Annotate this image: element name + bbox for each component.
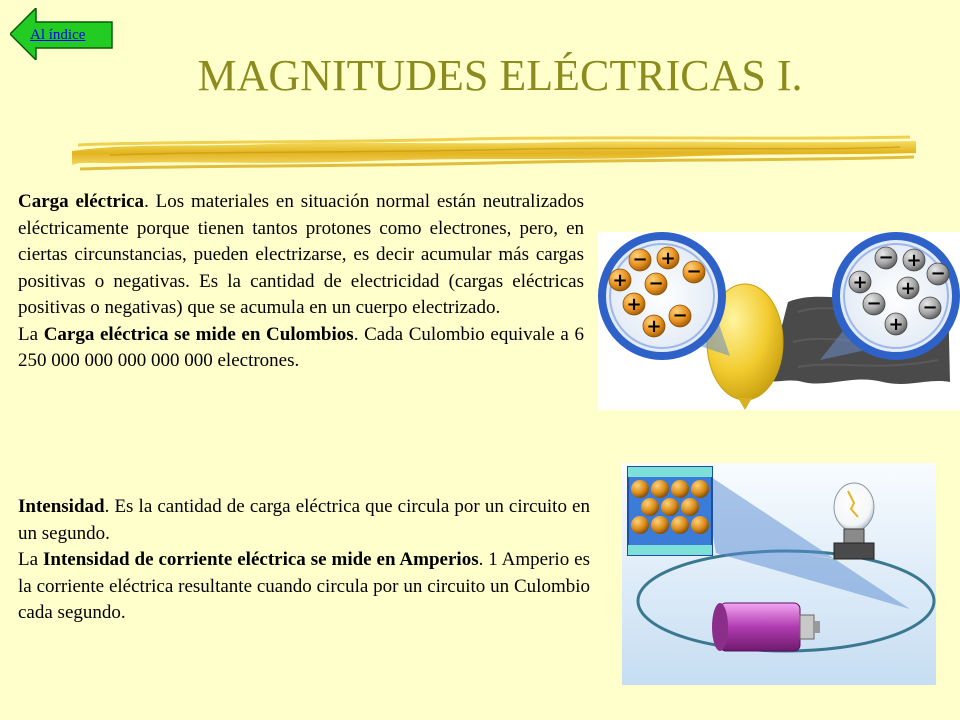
svg-text:−: − — [922, 297, 938, 318]
svg-text:−: − — [672, 305, 688, 326]
intensidad-unit-bold: Intensidad de corriente eléctrica se mide en Amperios — [42, 549, 479, 570]
svg-text:−: − — [930, 263, 946, 284]
svg-text:+: + — [900, 278, 916, 299]
carga-unit-bold: Carga eléctrica se mide en Culombios — [43, 323, 354, 345]
carga-unit-rest: . Cada Culombio equivale a 6 250 000 000 000 000 000 electrones. — [18, 323, 584, 371]
charged-balloon-illustration — [598, 232, 960, 410]
svg-text:−: − — [632, 249, 648, 270]
carga-paragraph — [18, 189, 584, 375]
back-to-index-button[interactable] — [10, 8, 114, 60]
svg-text:+: + — [626, 294, 642, 315]
svg-text:+: + — [612, 270, 628, 291]
circuit-illustration — [622, 463, 936, 685]
svg-text:+: + — [906, 250, 922, 271]
svg-text:−: − — [878, 247, 894, 268]
intensidad-definition-text: . Es la cantidad de carga eléctrica que circula por un circuito en un segundo. — [18, 496, 590, 544]
carga-unit — [18, 322, 584, 375]
brush-divider — [70, 131, 918, 175]
svg-text:−: − — [686, 261, 702, 282]
svg-text:−: − — [648, 273, 664, 294]
page-title: MAGNITUDES ELÉCTRICAS I. — [197, 51, 803, 100]
svg-text:−: − — [866, 293, 882, 314]
svg-text:+: + — [646, 316, 662, 337]
svg-text:+: + — [660, 248, 676, 269]
svg-text:+: + — [888, 314, 904, 335]
back-to-index-label[interactable]: Al índice — [30, 27, 86, 43]
svg-text:+: + — [852, 272, 868, 293]
carga-definition — [18, 189, 584, 322]
intensidad-term: Intensidad — [18, 496, 105, 517]
carga-definition-text: . Los materiales en situación normal están neutralizados eléctricamente porque tienen tantos protones como electrones, pero, en ciertas circunstancias, pueden electrizarse, es decir acumular más cargas positivas o negativas. Es la cantidad de electricidad (cargas eléctricas positivas o negativas) que se acumula en un cuerpo electrizado. — [18, 191, 584, 318]
carga-unit-prefix: La — [18, 323, 44, 345]
intensidad-definition — [18, 494, 590, 547]
intensidad-unit-prefix: La — [18, 549, 43, 570]
carga-term: Carga eléctrica — [18, 191, 145, 212]
intensidad-unit-rest: . 1 Amperio es la corriente eléctrica resultante cuando circula por un circuito un Culombio cada segundo. — [18, 549, 590, 623]
intensidad-unit — [18, 547, 590, 627]
intensidad-paragraph — [18, 494, 590, 627]
